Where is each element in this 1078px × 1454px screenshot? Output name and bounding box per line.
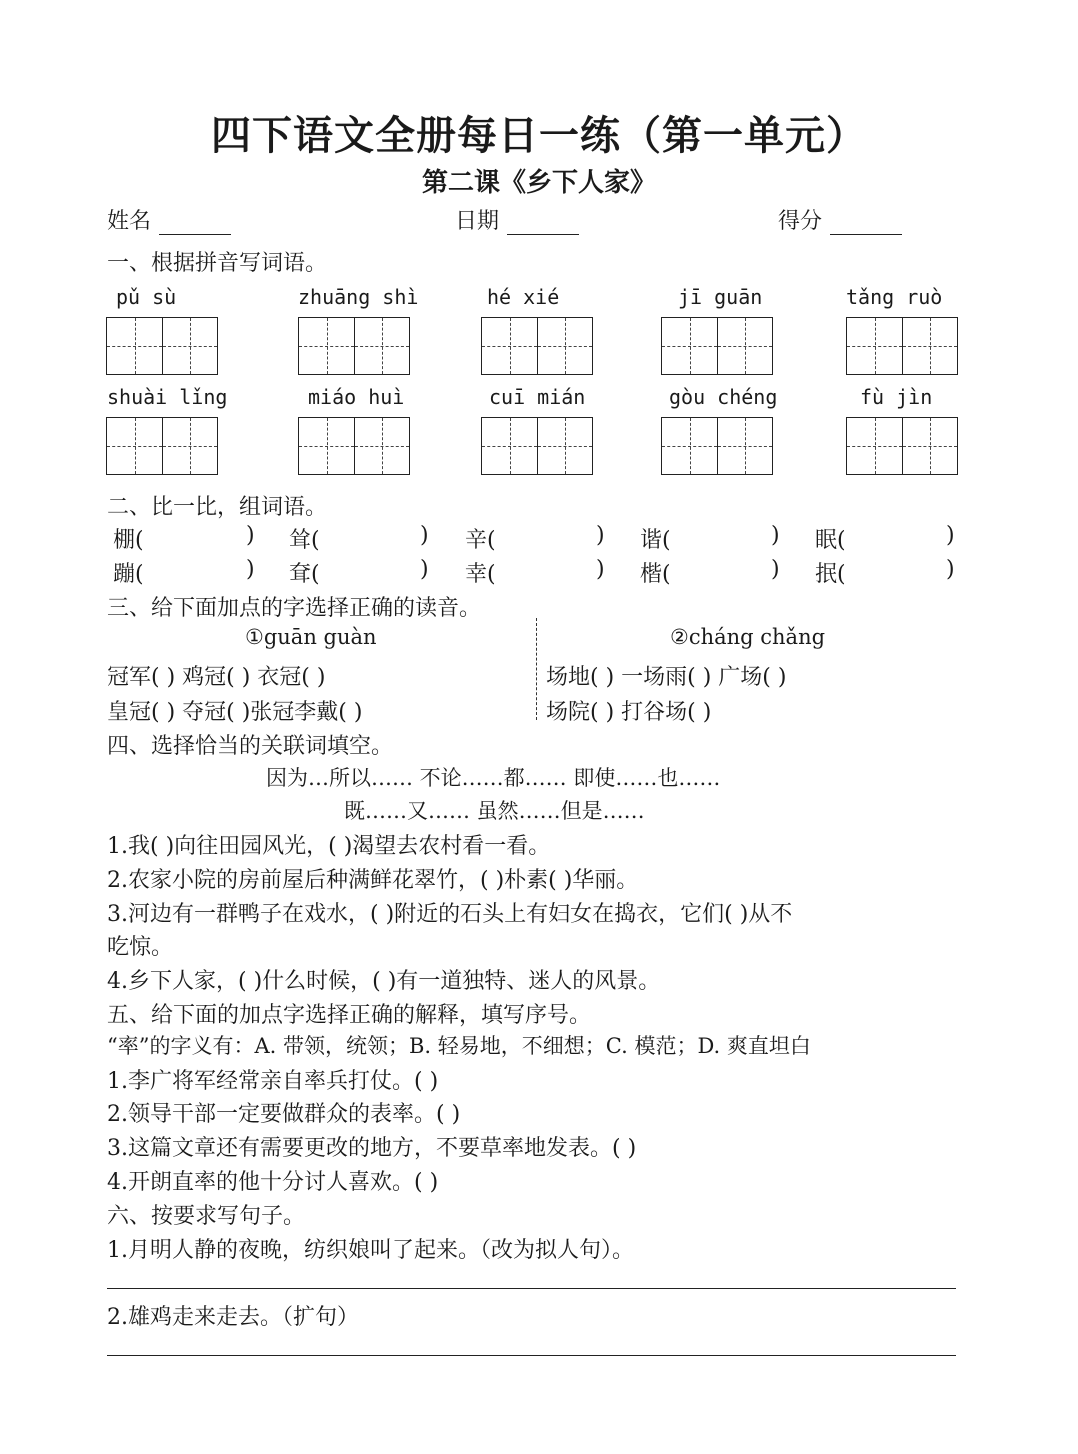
question: 1.李广将军经常亲自率兵打仗。( ) <box>107 1069 439 1094</box>
page-title: 四下语文全册每日一练（第一单元） <box>211 112 867 159</box>
close-paren: ) <box>946 557 955 582</box>
word-prompt: 辛( <box>465 528 496 553</box>
writing-grid[interactable] <box>661 317 773 375</box>
grid-cell[interactable] <box>717 418 772 474</box>
pinyin-label: gòu chéng <box>669 385 778 409</box>
writing-grid[interactable] <box>661 417 773 475</box>
grid-cell[interactable] <box>107 418 162 474</box>
column-divider <box>536 618 537 720</box>
reading-row: 场地( ) 一场雨( ) 广场( ) <box>546 665 787 690</box>
score-blank[interactable] <box>830 214 902 235</box>
close-paren: ) <box>246 523 255 548</box>
question: 2.领导干部一定要做群众的表率。( ) <box>107 1102 461 1127</box>
word-prompt: 耷( <box>289 562 320 587</box>
pinyin-label: fù jìn <box>860 385 933 409</box>
reading-row: 冠军( ) 鸡冠( ) 衣冠( ) <box>107 665 326 690</box>
grid-cell[interactable] <box>847 418 902 474</box>
question-continued: 吃惊。 <box>107 935 174 960</box>
grid-cell[interactable] <box>299 418 354 474</box>
pinyin-label: pǔ sù <box>116 285 177 309</box>
close-paren: ) <box>246 557 255 582</box>
word-prompt: 谐( <box>640 528 671 553</box>
pinyin-label: tǎng ruò <box>846 285 943 309</box>
grid-cell[interactable] <box>482 318 537 374</box>
writing-grid[interactable] <box>846 317 958 375</box>
answer-line[interactable] <box>107 1355 956 1356</box>
question: 4.开朗直率的他十分讨人喜欢。( ) <box>107 1170 439 1195</box>
word-prompt: 幸( <box>465 562 496 587</box>
writing-grid[interactable] <box>298 417 410 475</box>
reading-options-right: ②cháng chǎng <box>670 625 826 649</box>
grid-cell[interactable] <box>162 318 217 374</box>
question: 3.这篇文章还有需要更改的地方，不要草率地发表。( ) <box>107 1136 637 1161</box>
section-5-heading: 五、给下面的加点字选择正确的解释，填写序号。 <box>107 1003 592 1028</box>
question: 2.雄鸡走来走去。（扩句） <box>107 1305 359 1330</box>
pinyin-label: jī guān <box>678 285 763 309</box>
grid-cell[interactable] <box>717 318 772 374</box>
lesson-subtitle: 第二课《乡下人家》 <box>421 168 656 198</box>
grid-cell[interactable] <box>537 418 592 474</box>
pinyin-label: shuài lǐng <box>107 385 228 409</box>
writing-grid[interactable] <box>106 317 218 375</box>
word-prompt: 眠( <box>815 528 846 553</box>
section-1-heading: 一、根据拼音写词语。 <box>107 251 328 276</box>
question: 1.我( )向往田园风光，( )渴望去农村看一看。 <box>107 834 551 859</box>
writing-grid[interactable] <box>481 417 593 475</box>
score-label: 得分 <box>778 209 823 234</box>
question: 2.农家小院的房前屋后种满鲜花翠竹，( )朴素( )华丽。 <box>107 868 639 893</box>
grid-cell[interactable] <box>299 318 354 374</box>
conjunction-options: 因为…所以…… 不论……都…… 即使……也…… <box>266 766 721 790</box>
pinyin-label: hé xié <box>487 285 560 309</box>
close-paren: ) <box>771 523 780 548</box>
reading-options-left: ①guān guàn <box>245 625 377 649</box>
grid-cell[interactable] <box>482 418 537 474</box>
close-paren: ) <box>771 557 780 582</box>
name-blank[interactable] <box>159 214 231 235</box>
section-4-heading: 四、选择恰当的关联词填空。 <box>107 734 394 759</box>
close-paren: ) <box>946 523 955 548</box>
date-blank[interactable] <box>507 214 579 235</box>
grid-cell[interactable] <box>354 418 409 474</box>
writing-grid[interactable] <box>846 417 958 475</box>
score-field[interactable] <box>778 204 902 235</box>
grid-cell[interactable] <box>537 318 592 374</box>
word-prompt: 棚( <box>113 528 144 553</box>
question: 4.乡下人家，( )什么时候，( )有一道独特、迷人的风景。 <box>107 969 661 994</box>
close-paren: ) <box>596 557 605 582</box>
meaning-list: “率”的字义有：A. 带领，统领；B. 轻易地，不细想；C. 模范；D. 爽直坦白 <box>107 1034 811 1058</box>
conjunction-options: 既……又…… 虽然……但是…… <box>344 799 645 823</box>
name-label: 姓名 <box>107 209 152 234</box>
grid-cell[interactable] <box>847 318 902 374</box>
grid-cell[interactable] <box>902 418 957 474</box>
pinyin-label: cuī mián <box>489 385 586 409</box>
date-label: 日期 <box>455 209 500 234</box>
name-field[interactable] <box>107 204 231 235</box>
word-prompt: 楷( <box>640 562 671 587</box>
section-2-heading: 二、比一比，组词语。 <box>107 495 328 520</box>
grid-cell[interactable] <box>354 318 409 374</box>
close-paren: ) <box>420 523 429 548</box>
reading-row: 皇冠( ) 夺冠( )张冠李戴( ) <box>107 700 363 725</box>
date-field[interactable] <box>455 204 579 235</box>
writing-grid[interactable] <box>298 317 410 375</box>
writing-grid[interactable] <box>106 417 218 475</box>
section-6-heading: 六、按要求写句子。 <box>107 1204 306 1229</box>
reading-row: 场院( ) 打谷场( ) <box>546 700 712 725</box>
close-paren: ) <box>420 557 429 582</box>
grid-cell[interactable] <box>662 318 717 374</box>
grid-cell[interactable] <box>902 318 957 374</box>
grid-cell[interactable] <box>107 318 162 374</box>
question: 3.河边有一群鸭子在戏水，( )附近的石头上有妇女在捣衣，它们( )从不 <box>107 902 793 927</box>
section-3-heading: 三、给下面加点的字选择正确的读音。 <box>107 596 482 621</box>
grid-cell[interactable] <box>662 418 717 474</box>
word-prompt: 蹦( <box>113 562 144 587</box>
pinyin-label: zhuāng shì <box>298 285 419 309</box>
grid-cell[interactable] <box>162 418 217 474</box>
pinyin-label: miáo huì <box>308 385 405 409</box>
question: 1.月明人静的夜晚，纺织娘叫了起来。（改为拟人句）。 <box>107 1238 634 1263</box>
word-prompt: 耸( <box>289 528 320 553</box>
writing-grid[interactable] <box>481 317 593 375</box>
answer-line[interactable] <box>107 1288 956 1289</box>
word-prompt: 抿( <box>815 562 846 587</box>
close-paren: ) <box>596 523 605 548</box>
